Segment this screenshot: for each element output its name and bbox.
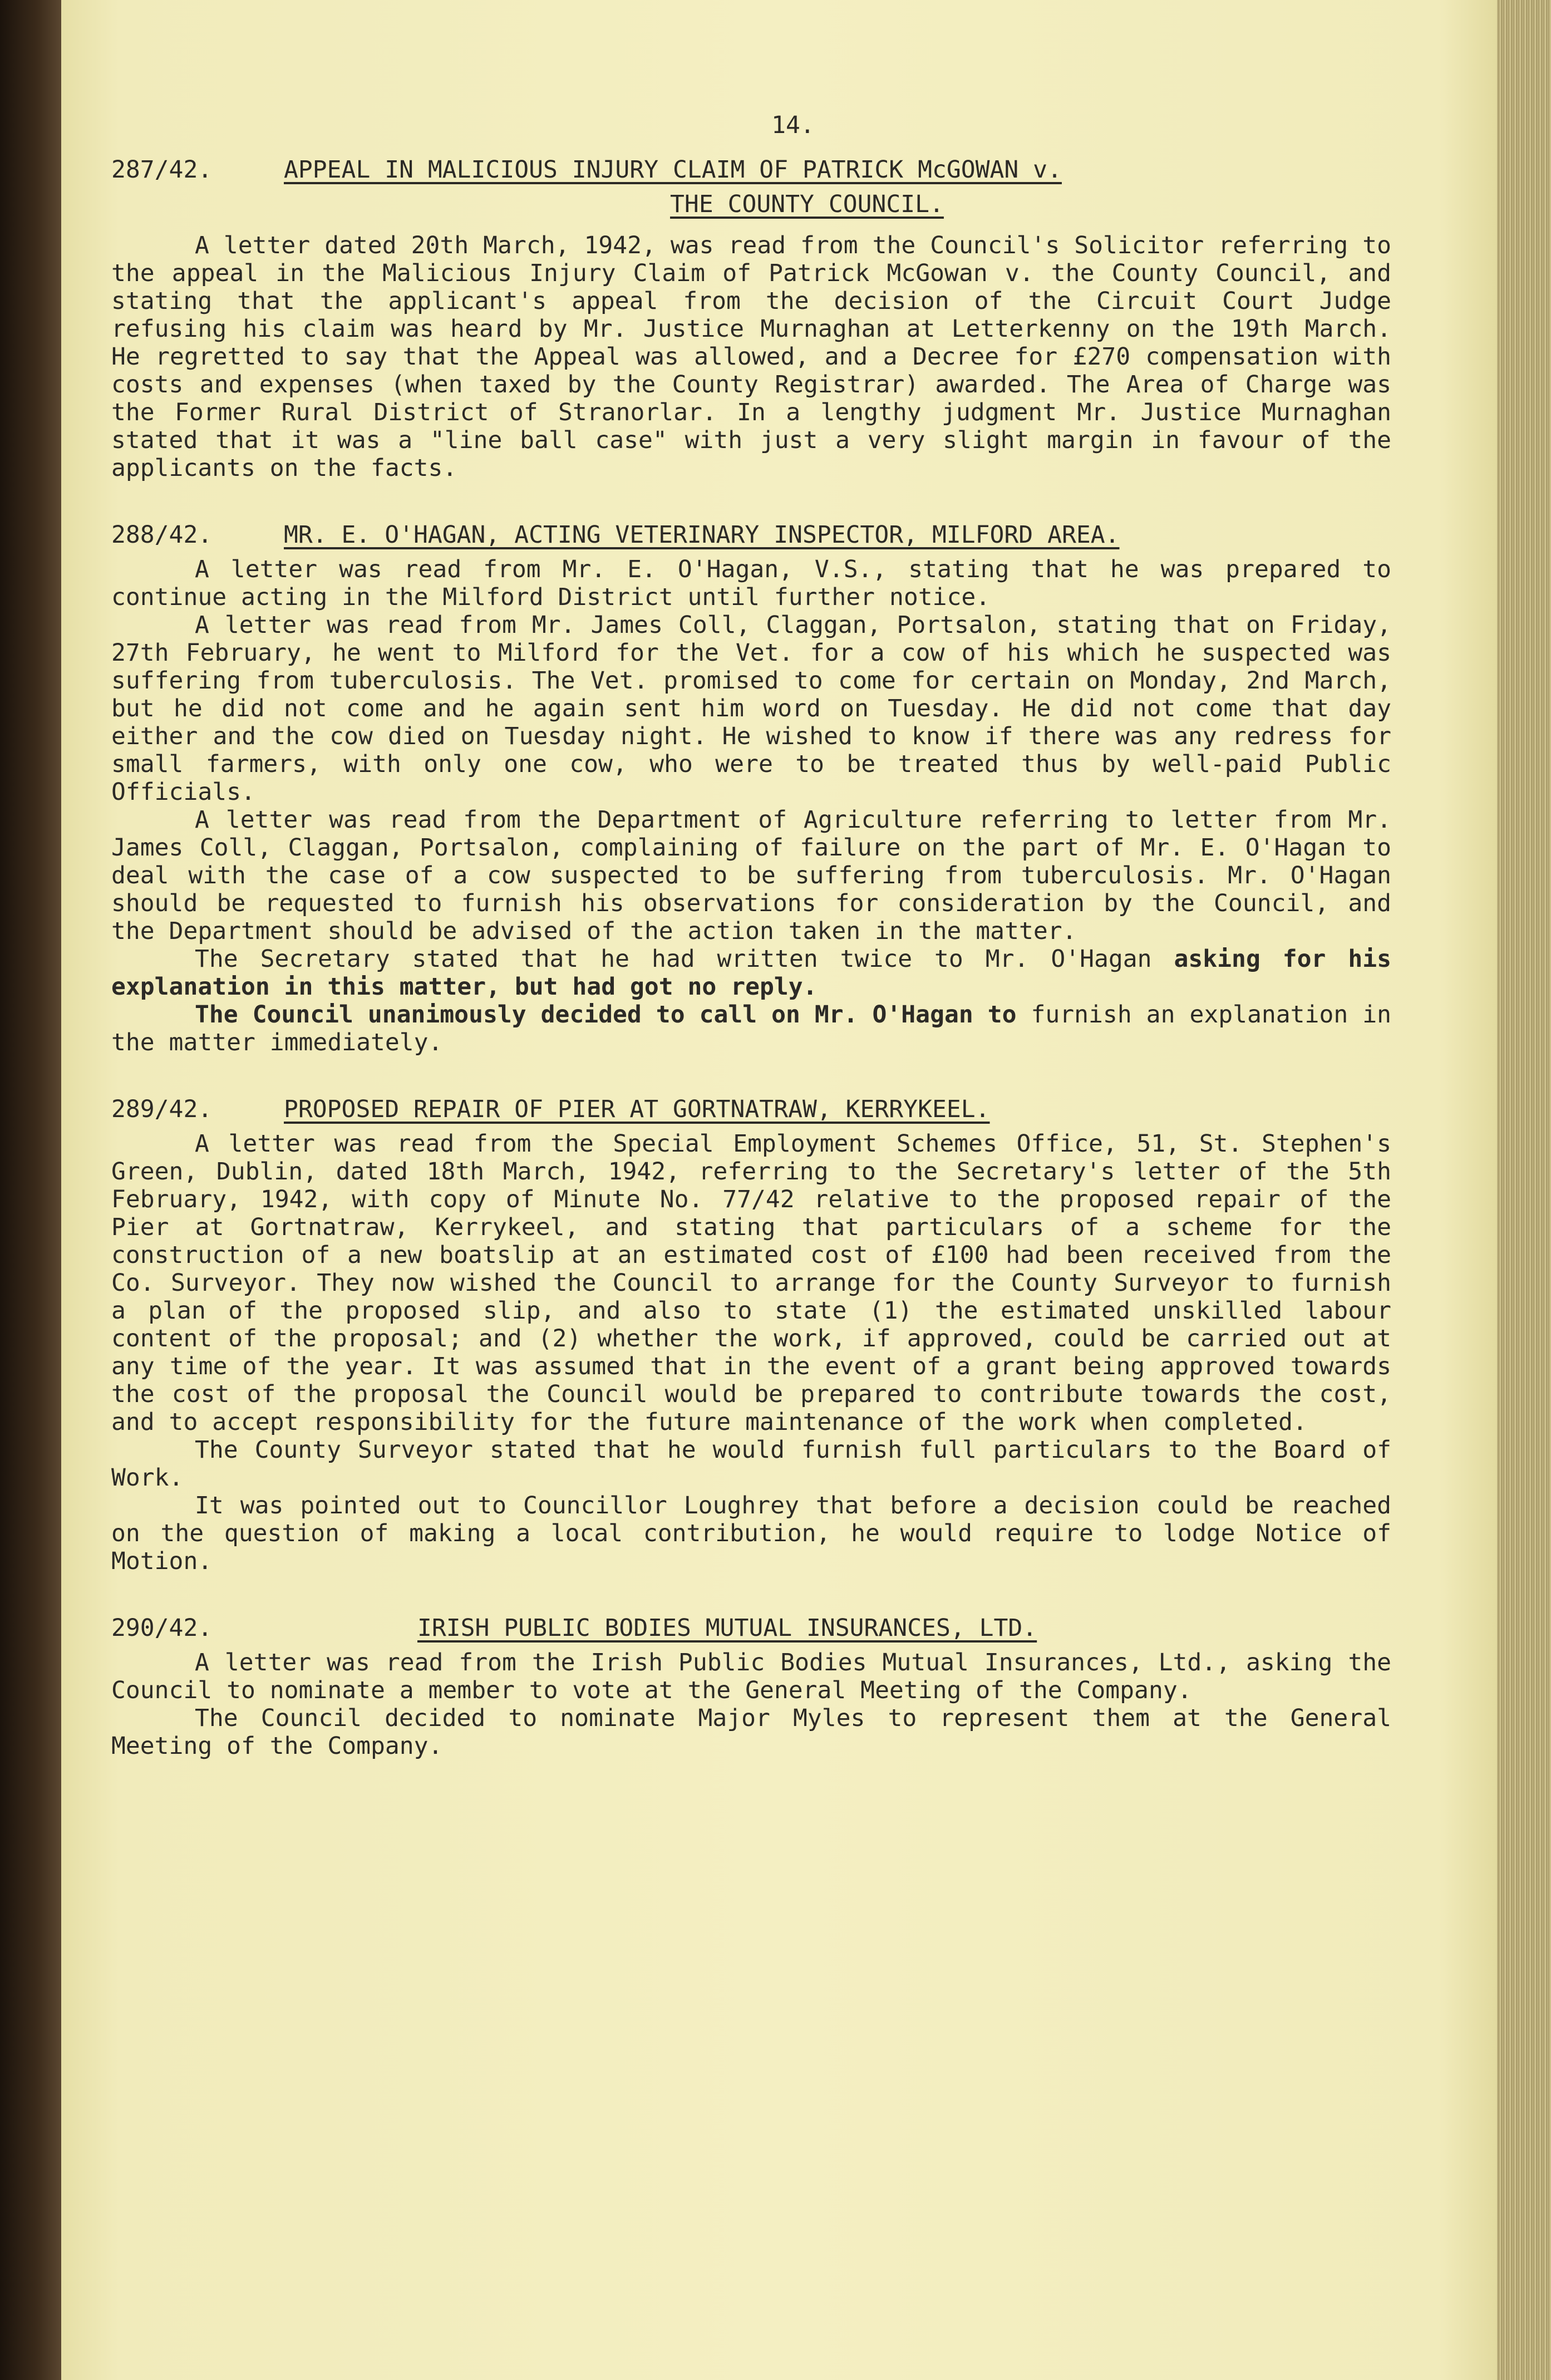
paragraph: The Council decided to nominate Major Myles to represent them at the General Meeting of the Company. xyxy=(111,1704,1391,1760)
document-content xyxy=(111,111,1391,1760)
page-number: 14. xyxy=(771,111,815,139)
section-287-heading xyxy=(111,156,1391,184)
paragraph: The County Surveyor stated that he would furnish full particulars to the Board of Work. xyxy=(111,1436,1391,1492)
secretary-text: The Secretary stated that he had written twice to Mr. O'Hagan xyxy=(195,945,1152,973)
secretary-bold-text: asking for his explanation in this matter, but had got no reply. xyxy=(111,945,1392,1001)
paragraph: It was pointed out to Councillor Loughrey that before a decision could be reached on the question of making a local contribution, he would require to lodge Notice of Motion. xyxy=(111,1492,1391,1575)
section-289-heading xyxy=(111,1095,1391,1123)
paragraph: A letter was read from the Special Employment Schemes Office, 51, St. Stephen's Green, Dublin, dated 18th March, 1942, referring to the Secretary's letter of the 5th February, 1942, with copy of Minute No. 77/42 relative to the proposed repair of the Pier at Gortnatraw, Kerrykeel, and stating that particulars of a scheme for the construction of a new boatslip at an estimated cost of £100 had been received from the Co. Surveyor. They now wished the Council to arrange for the County Surveyor to furnish a plan of the proposed slip, and also to state (1) the estimated unskilled labour content of the proposal; and (2) whether the work, if approved, could be carried out at any time of the year. It was assumed that in the event of a grant being approved towards the cost of the proposal the Council would be prepared to contribute towards the cost, and to accept responsibility for the future maintenance of the work when completed. xyxy=(111,1130,1391,1436)
secretary-paragraph xyxy=(111,945,1391,1001)
paragraph: A letter was read from the Department of Agriculture referring to letter from Mr. James Coll, Claggan, Portsalon, complaining of failure on the part of Mr. E. O'Hagan to deal with the case of a cow suspected to be suffering from tuberculosis. Mr. O'Hagan should be requested to furnish his observations for consideration by the Council, and the Department should be advised of the action taken in the matter. xyxy=(111,806,1391,945)
section-290-heading xyxy=(111,1614,1391,1642)
paragraph: A letter was read from the Irish Public Bodies Mutual Insurances, Ltd., asking the Council to nominate a member to vote at the General Meeting of the Company. xyxy=(111,1649,1391,1704)
minute-number: 288/42. xyxy=(111,521,213,549)
paragraph: A letter dated 20th March, 1942, was read from the Council's Solicitor referring to the appeal in the Malicious Injury Claim of Patrick McGowan v. the County Council, and stating that the applicant's appeal from the decision of the Circuit Court Judge refusing his claim was heard by Mr. Justice Murnaghan at Letterkenny on the 19th March. He regretted to say that the Appeal was allowed, and a Decree for £270 compensation with costs and expenses (when taxed by the County Registrar) awarded. The Area of Charge was the Former Rural District of Stranorlar. In a lengthy judgment Mr. Justice Murnaghan stated that it was a "line ball case" with just a very slight margin in favour of the applicants on the facts. xyxy=(111,232,1391,482)
page-edges xyxy=(1497,0,1551,2380)
section-title-line2: THE COUNTY COUNCIL. xyxy=(670,190,944,218)
minute-number: 290/42. xyxy=(111,1614,213,1642)
section-title: MR. E. O'HAGAN, ACTING VETERINARY INSPECTOR, MILFORD AREA. xyxy=(284,521,1120,549)
section-title: PROPOSED REPAIR OF PIER AT GORTNATRAW, KERRYKEEL. xyxy=(284,1095,990,1123)
minute-number: 287/42. xyxy=(111,156,213,184)
paragraph: A letter was read from Mr. James Coll, Claggan, Portsalon, stating that on Friday, 27th February, he went to Milford for the Vet. for a cow of his which he suspected was suffering from tuberculosis. The Vet. promised to come for certain on Monday, 2nd March, but he did not come and he again sent him word on Tuesday. He did not come that day either and the cow died on Tuesday night. He wished to know if there was any redress for small farmers, with only one cow, who were to be treated thus by well-paid Public Officials. xyxy=(111,611,1391,806)
minute-number: 289/42. xyxy=(111,1095,213,1123)
section-title: IRISH PUBLIC BODIES MUTUAL INSURANCES, LTD. xyxy=(417,1614,1037,1642)
decision-text: furnish an explanation in the matter immediately. xyxy=(111,1001,1391,1056)
section-title: APPEAL IN MALICIOUS INJURY CLAIM OF PATRICK McGOWAN v. xyxy=(284,156,1062,184)
decision-paragraph xyxy=(111,1001,1391,1056)
paragraph: A letter was read from Mr. E. O'Hagan, V.S., stating that he was prepared to continue acting in the Milford District until further notice. xyxy=(111,555,1391,611)
section-288-heading xyxy=(111,521,1391,549)
book-binding xyxy=(0,0,61,2380)
decision-bold-text: The Council unanimously decided to call on Mr. O'Hagan to xyxy=(195,1001,1017,1029)
